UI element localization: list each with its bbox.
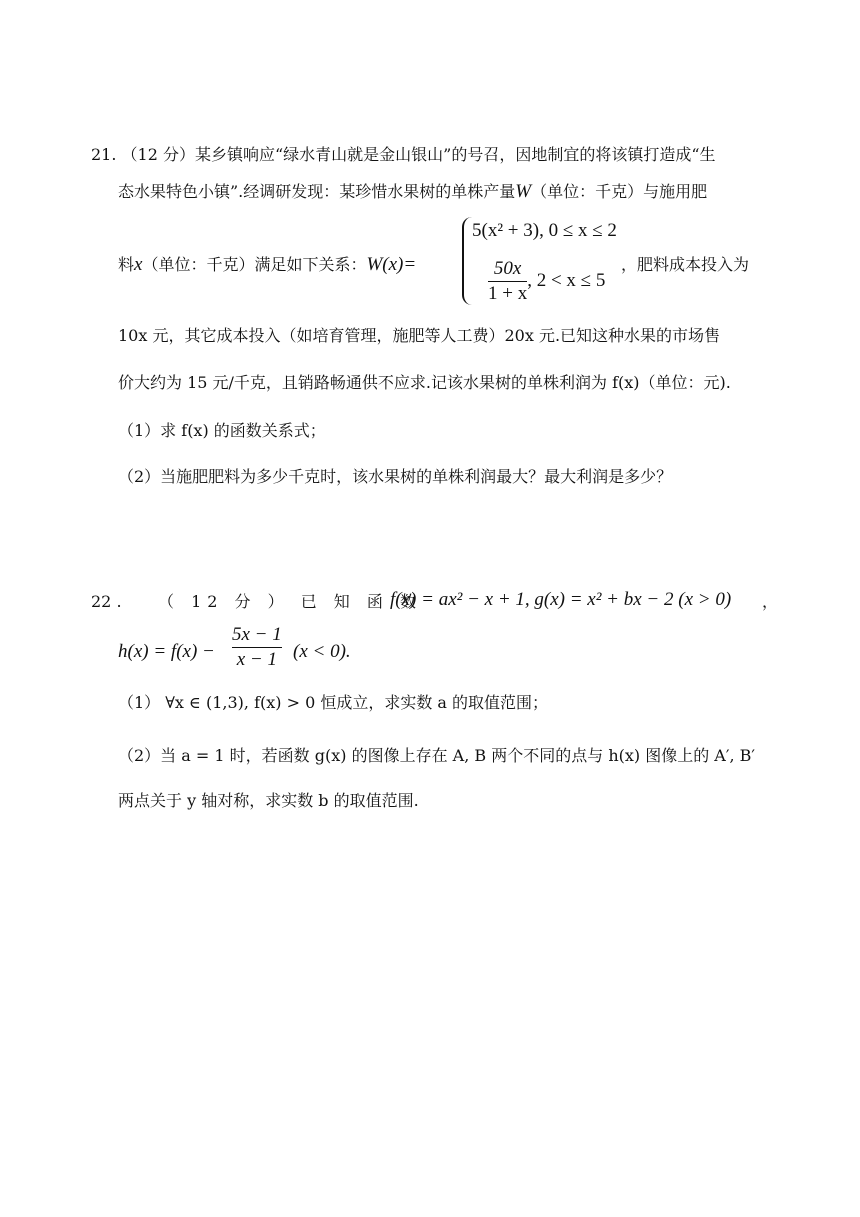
q22-formula1-text: f(x) = ax² − x + 1, g(x) = x² + bx − 2 (x > 0) bbox=[390, 589, 732, 610]
h-numerator: 5x − 1 bbox=[232, 624, 282, 645]
q22-sub2-cont-text: 两点关于 y 轴对称，求实数 b 的取值范围. bbox=[118, 791, 419, 810]
q21-line5-text: 价大约为 15 元/千克，且销路畅通供不应求.记该水果树的单株利润为 f(x)（单位：元). bbox=[118, 373, 731, 392]
var-x: x bbox=[134, 254, 143, 275]
q22-line1 bbox=[91, 591, 122, 613]
q21-line1-text: （12 分）某乡镇响应“绿水青山就是金山银山”的号召，因地制宜的将该镇打造成“生 bbox=[121, 145, 716, 164]
case2-numerator: 50x bbox=[493, 258, 522, 279]
q21-sub1-text: （1）求 f(x) 的函数关系式； bbox=[118, 421, 326, 440]
q21-line2-text: 态水果特色小镇”.经调研发现：某珍惜水果树的单株产量 bbox=[118, 182, 516, 201]
q22-comma-text: ， bbox=[762, 592, 779, 611]
q21-line3-post bbox=[621, 254, 749, 276]
q22-sub2 bbox=[118, 745, 755, 767]
h-rhs: (x < 0). bbox=[293, 641, 351, 662]
q21-sub2-text: （2）当施肥肥料为多少千克时，该水果树的单株利润最大？最大利润是多少？ bbox=[118, 467, 673, 486]
q21-sub2 bbox=[118, 466, 672, 488]
q21-line3-post-text: ，肥料成本投入为 bbox=[621, 255, 750, 274]
q22-number: 22 . bbox=[91, 592, 122, 611]
q22-sub1 bbox=[118, 692, 548, 714]
q22-intro bbox=[158, 591, 422, 613]
q21-line4-text: 10x 元，其它成本投入（如培育管理，施肥等人工费）20x 元.已知这种水果的市场售 bbox=[118, 326, 721, 345]
q22-formula1 bbox=[390, 589, 731, 611]
func-W: W(x)= bbox=[366, 254, 417, 275]
h-lhs: h(x) = f(x) − bbox=[118, 641, 215, 662]
piecewise-case2 bbox=[488, 258, 605, 305]
q21-line2-post: （单位：千克）与施用肥 bbox=[531, 182, 708, 201]
h-denominator: x − 1 bbox=[236, 649, 278, 670]
q22-comma bbox=[762, 591, 778, 613]
q22-h-fraction bbox=[232, 624, 282, 671]
case2-fraction bbox=[488, 258, 527, 305]
q22-h-rhs bbox=[293, 641, 351, 663]
q21-sub1 bbox=[118, 420, 326, 442]
q21-line2 bbox=[118, 181, 707, 203]
h-fraction-bar bbox=[232, 647, 282, 648]
q22-sub2-cont bbox=[118, 790, 419, 812]
case2-denominator: 1 + x bbox=[488, 283, 528, 304]
q21-line4 bbox=[118, 325, 720, 347]
h-fraction bbox=[232, 624, 282, 671]
q22-sub2-text: （2）当 a = 1 时，若函数 g(x) 的图像上存在 A, B 两个不同的点与 h(x) 图像上的 A′, B′ bbox=[118, 746, 756, 765]
var-W: W bbox=[515, 181, 532, 202]
q21-line3-pre: 料 bbox=[118, 255, 135, 274]
q22-intro-text: （ 12 分 ） 已 知 函 数 bbox=[158, 592, 422, 611]
q21-line3 bbox=[118, 254, 416, 276]
q21-line1 bbox=[91, 144, 716, 166]
q22-sub1-text: （1） ∀x ∈ (1,3), f(x) > 0 恒成立，求实数 a 的取值范围； bbox=[118, 693, 549, 712]
q21-line5 bbox=[118, 372, 731, 394]
case2-condition: , 2 < x ≤ 5 bbox=[527, 269, 606, 291]
q22-h-definition bbox=[118, 641, 215, 663]
q21-number: 21. bbox=[91, 145, 117, 164]
q21-line3-mid: （单位：千克）满足如下关系： bbox=[142, 255, 367, 274]
fraction-bar bbox=[488, 281, 527, 282]
piecewise-case1 bbox=[472, 220, 617, 242]
case1-text: 5(x² + 3), 0 ≤ x ≤ 2 bbox=[472, 220, 617, 241]
